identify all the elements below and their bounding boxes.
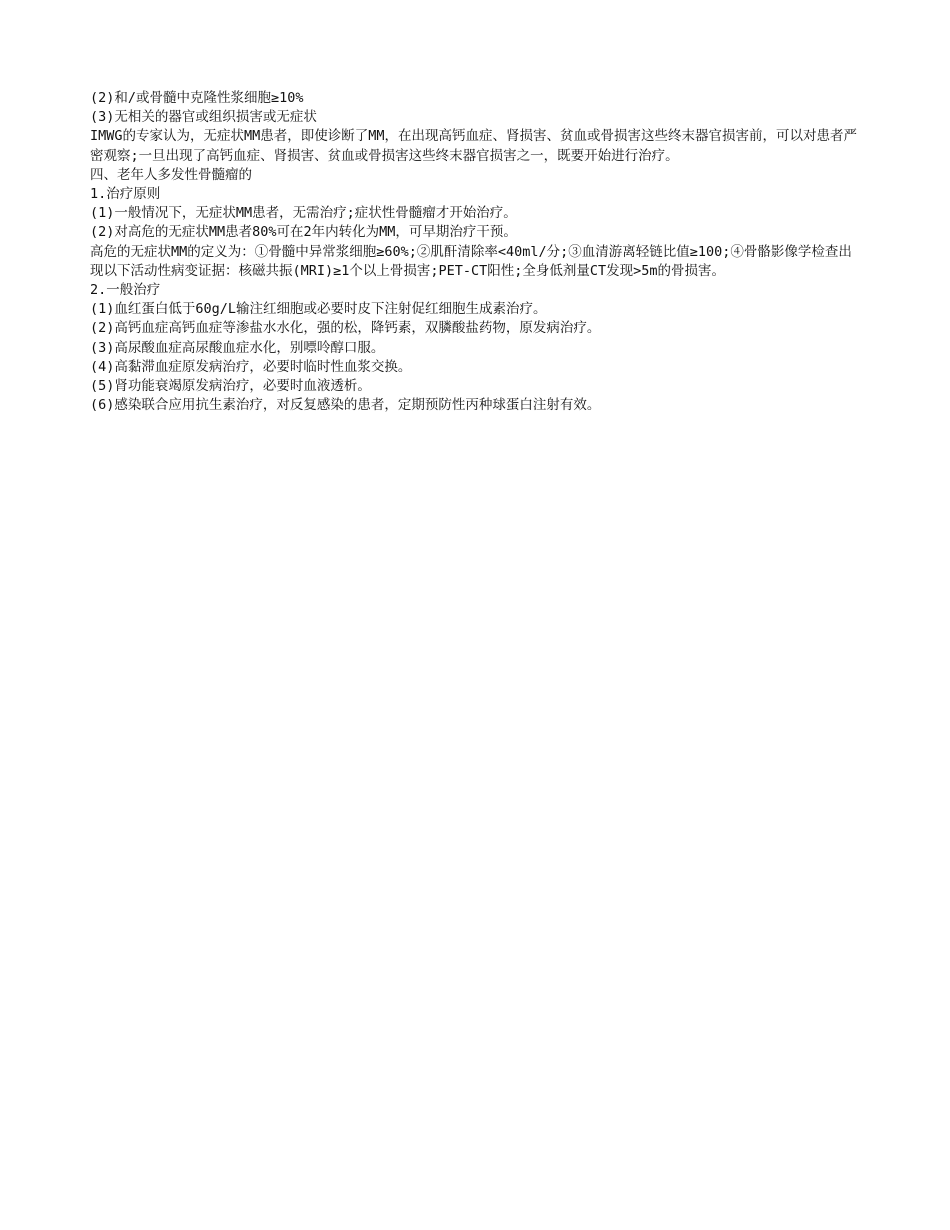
text-line-treatment-2: (2)高钙血症高钙血症等渗盐水水化，强的松，降钙素，双膦酸盐药物，原发病治疗。 <box>90 320 601 337</box>
text-line-treatment-6: (6)感染联合应用抗生素治疗，对反复感染的患者，定期预防性丙种球蛋白注射有效。 <box>90 397 601 414</box>
text-line-criterion-2: (2)和/或骨髓中克隆性浆细胞≥10% <box>90 90 304 106</box>
subheading-treatment-principles: 1.治疗原则 <box>90 186 161 203</box>
text-line-treatment-3: (3)高尿酸血症高尿酸血症水化，别嘌呤醇口服。 <box>90 339 385 356</box>
document-body <box>90 89 865 415</box>
section-heading-elderly-mm: 四、老年人多发性骨髓瘤的 <box>90 166 252 183</box>
text-line-principle-1: (1)一般情况下，无症状MM患者，无需治疗;症状性骨髓瘤才开始治疗。 <box>90 205 517 222</box>
text-paragraph-imwg: IMWG的专家认为，无症状MM患者，即使诊断了MM，在出现高钙血症、肾损害、贫血或骨损害这些终末器官损害前，可以对患者严密观察;一旦出现了高钙血症、肾损害、贫血或骨损害这些终末器官损害之一，既要开始进行治疗。 <box>90 128 858 164</box>
text-line-treatment-5: (5)肾功能衰竭原发病治疗，必要时血液透析。 <box>90 378 371 395</box>
text-line-treatment-4: (4)高黏滞血症原发病治疗，必要时临时性血浆交换。 <box>90 358 412 375</box>
text-line-criterion-3: (3)无相关的器官或组织损害或无症状 <box>90 109 317 126</box>
text-line-principle-2: (2)对高危的无症状MM患者80%可在2年内转化为MM，可早期治疗干预。 <box>90 224 517 241</box>
subheading-general-treatment: 2.一般治疗 <box>90 282 161 299</box>
text-paragraph-high-risk-definition: 高危的无症状MM的定义为：①骨髓中异常浆细胞≥60%;②肌酐清除率<40ml/分;③血清游离轻链比值≥100;④骨骼影像学检查出现以下活动性病变证据：核磁共振(MRI)≥1个以上骨损害;PET-CT阳性;全身低剂量CT发现>5m的骨损害。 <box>90 243 852 279</box>
text-line-treatment-1: (1)血红蛋白低于60g/L输注红细胞或必要时皮下注射促红细胞生成素治疗。 <box>90 301 547 318</box>
